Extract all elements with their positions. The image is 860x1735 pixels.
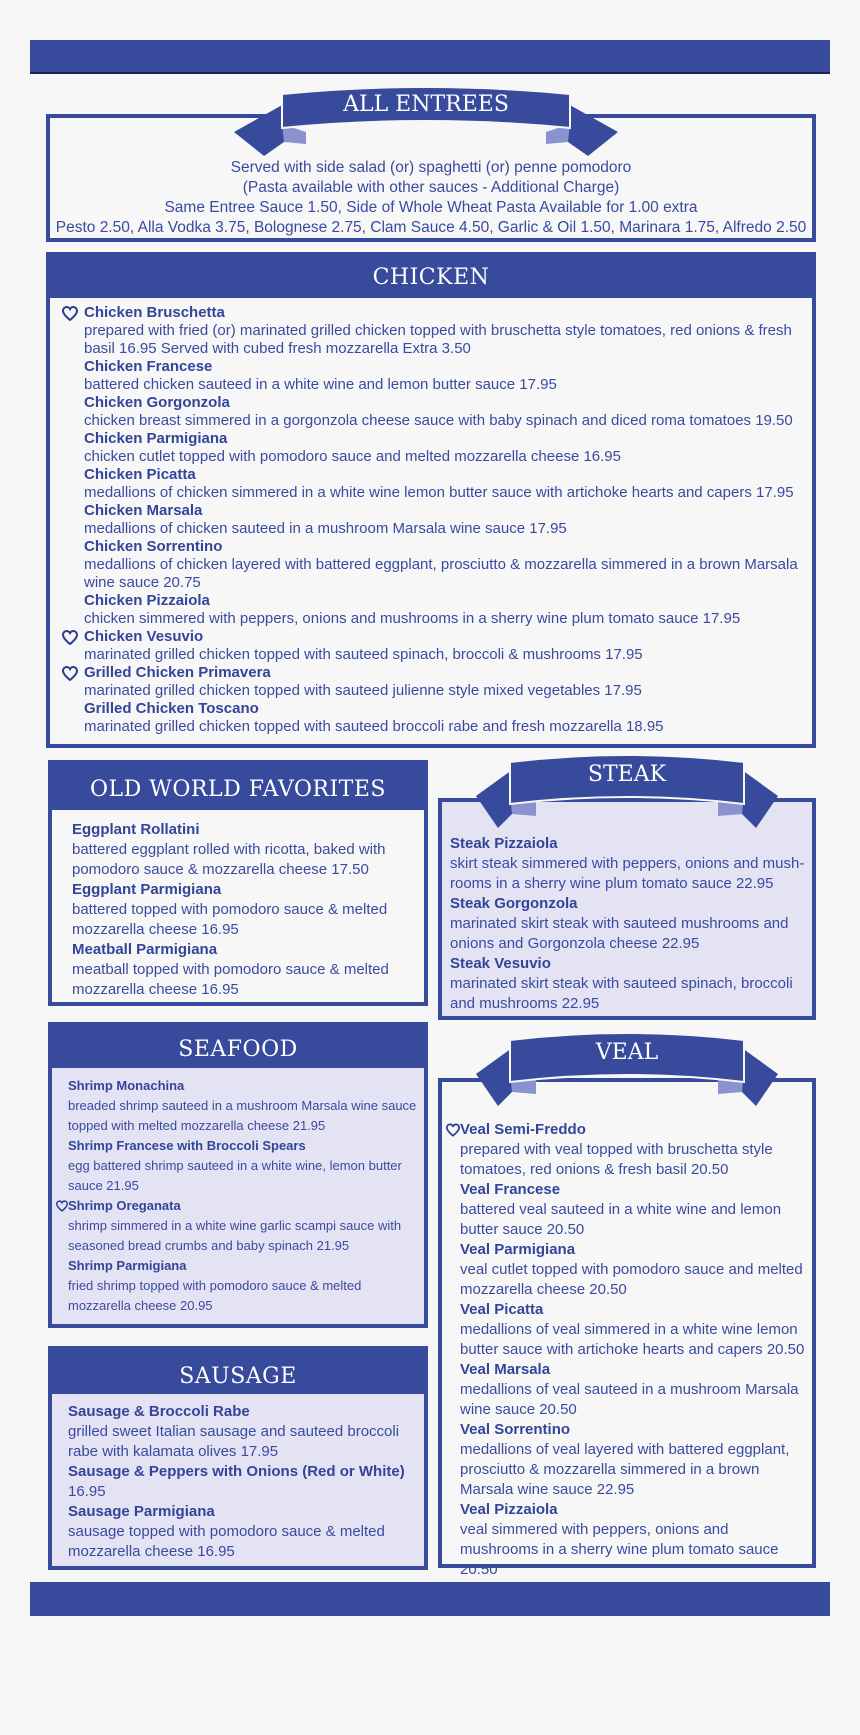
menu-item (460, 1500, 808, 1580)
menu-item-name: Grilled Chicken Toscano (84, 700, 259, 717)
menu-item-description: shrimp simmered in a white wine garlic scampi sauce with seasoned bread crumbs and baby spinach 21.95 (68, 1218, 402, 1253)
menu-item (72, 940, 414, 1000)
top-band (30, 40, 830, 74)
menu-item (84, 664, 812, 700)
menu-item (68, 1402, 418, 1462)
menu-item-name: Veal Sorrentino (460, 1421, 571, 1438)
menu-item-description: chicken breast simmered in a gorgonzola cheese sauce with baby spinach and diced roma tomatoes 19.50 (84, 412, 793, 429)
menu-item (84, 466, 812, 502)
menu-item (84, 592, 812, 628)
menu-item-description: prepared with veal topped with bruschetta style tomatoes, red onions & fresh basil 20.50 (460, 1141, 773, 1178)
menu-item-description: marinated skirt steak with sauteed spinach, broccoli and mushrooms 22.95 (450, 975, 793, 1012)
menu-item-description: medallions of chicken simmered in a white wine lemon butter sauce with artichoke hearts and capers 17.95 (84, 484, 794, 501)
menu-item (84, 304, 812, 358)
menu-item (84, 394, 812, 430)
heart-icon (446, 1123, 460, 1137)
menu-item-name: Chicken Marsala (84, 502, 203, 519)
menu-item-description: skirt steak simmered with peppers, onions and mush-rooms in a sherry wine plum tomato sauce 22.95 (450, 855, 805, 892)
menu-item-name: Veal Picatta (460, 1301, 544, 1318)
old-world-list (52, 810, 424, 1000)
menu-item (68, 1136, 418, 1196)
menu-item-description: marinated grilled chicken topped with sauteed broccoli rabe and fresh mozzarella 18.95 (84, 718, 664, 735)
menu-item (450, 894, 806, 954)
menu-item (460, 1300, 808, 1360)
menu-item-name: Steak Vesuvio (450, 955, 551, 972)
menu-item (68, 1256, 418, 1316)
menu-item (460, 1240, 808, 1300)
menu-item-description: battered eggplant rolled with ricotta, baked with pomodoro sauce & mozzarella cheese 17.50 (72, 841, 386, 878)
menu-item-description: chicken simmered with peppers, onions and mushrooms in a sherry wine plum tomato sauce 17.95 (84, 610, 741, 627)
seafood-panel (48, 1022, 428, 1328)
menu-item-name: Veal Semi-Freddo (460, 1121, 586, 1138)
menu-item (68, 1502, 418, 1562)
seafood-title: SEAFOOD (52, 1026, 424, 1068)
old-world-panel (48, 760, 428, 1006)
menu-item (84, 700, 812, 736)
entrees-intro (50, 158, 812, 238)
menu-item (84, 358, 812, 394)
menu-item-description: medallions of veal simmered in a white wine lemon butter sauce with artichoke hearts and capers 20.50 (460, 1321, 805, 1358)
bottom-band (30, 1582, 830, 1616)
menu-item (68, 1076, 418, 1136)
seafood-list (52, 1068, 424, 1316)
menu-item-name: Veal Francese (460, 1181, 561, 1198)
menu-item (450, 834, 806, 894)
menu-item-description: battered topped with pomodoro sauce & melted mozzarella cheese 16.95 (72, 901, 388, 938)
menu-item-name: Shrimp Oreganata (68, 1198, 181, 1213)
menu-item-name: Chicken Bruschetta (84, 304, 225, 321)
menu-item-name: Chicken Francese (84, 358, 213, 375)
menu-item (68, 1462, 418, 1502)
menu-item-description: battered chicken sauteed in a white wine and lemon butter sauce 17.95 (84, 376, 557, 393)
menu-item-name: Eggplant Parmigiana (72, 881, 222, 898)
entrees-line: Served with side salad (or) spaghetti (or) penne pomodoro (230, 159, 632, 176)
menu-item-name: Meatball Parmigiana (72, 941, 218, 958)
veal-panel (438, 1078, 816, 1578)
menu-item (84, 502, 812, 538)
veal-list (442, 1082, 812, 1580)
menu-item-description: prepared with fried (or) marinated grilled chicken topped with bruschetta style tomatoes, red onions & fresh basil 16.95 Served with cubed fresh mozzarella Extra 3.50 (84, 322, 792, 357)
menu-item-name: Steak Pizzaiola (450, 835, 558, 852)
menu-item (84, 538, 812, 592)
heart-icon (62, 306, 78, 321)
sausage-list (52, 1394, 424, 1562)
menu-item-description: 16.95 (68, 1483, 106, 1500)
menu-item (68, 1196, 418, 1256)
menu-item-description: medallions of chicken sauteed in a mushroom Marsala wine sauce 17.95 (84, 520, 567, 537)
menu-item (460, 1360, 808, 1420)
menu-item (84, 628, 812, 664)
menu-item-name: Veal Marsala (460, 1361, 551, 1378)
chicken-title: CHICKEN (50, 256, 812, 298)
entrees-line: Pesto 2.50, Alla Vodka 3.75, Bolognese 2.75, Clam Sauce 4.50, Garlic & Oil 1.50, Marinara 1.75, Alfredo 2.50 (55, 219, 807, 236)
menu-item-description: sausage topped with pomodoro sauce & melted mozzarella cheese 16.95 (68, 1523, 385, 1560)
menu-item-description: marinated grilled chicken topped with sauteed julienne style mixed vegetables 17.95 (84, 682, 642, 699)
menu-item-name: Chicken Picatta (84, 466, 196, 483)
entrees-title: ALL ENTREES (343, 92, 509, 117)
heart-icon (56, 1200, 68, 1212)
sausage-panel (48, 1346, 428, 1570)
steak-ribbon (476, 752, 778, 834)
menu-item-name: Chicken Vesuvio (84, 628, 204, 645)
menu-item-name: Sausage & Broccoli Rabe (68, 1403, 250, 1420)
menu-item-description: medallions of chicken layered with battered eggplant, prosciutto & mozzarella simmered in a brown Marsala wine sauce 20.75 (84, 556, 798, 591)
menu-item (450, 954, 806, 1014)
menu-item-name: Eggplant Rollatini (72, 821, 200, 838)
veal-ribbon (476, 1030, 778, 1112)
steak-title: STEAK (587, 762, 667, 787)
old-world-title: OLD WORLD FAVORITES (52, 764, 424, 810)
chicken-list (50, 298, 812, 736)
menu-item-description: veal cutlet topped with pomodoro sauce and melted mozzarella cheese 20.50 (460, 1261, 803, 1298)
menu-item-name: Chicken Pizzaiola (84, 592, 210, 609)
entrees-line: (Pasta available with other sauces - Additional Charge) (242, 179, 620, 196)
menu-item-name: Shrimp Parmigiana (68, 1258, 187, 1273)
menu-item (84, 430, 812, 466)
menu-item-name: Sausage Parmigiana (68, 1503, 215, 1520)
menu-item-name: Chicken Sorrentino (84, 538, 223, 555)
menu-item-description: fried shrimp topped with pomodoro sauce & melted mozzarella cheese 20.95 (68, 1278, 362, 1313)
menu-item-name: Grilled Chicken Primavera (84, 664, 271, 681)
menu-item-name: Shrimp Monachina (68, 1078, 185, 1093)
menu-item-name: Sausage & Peppers with Onions (Red or White) (68, 1463, 405, 1480)
menu-item-description: meatball topped with pomodoro sauce & melted mozzarella cheese 16.95 (72, 961, 389, 998)
menu-item-description: grilled sweet Italian sausage and sauteed broccoli rabe with kalamata olives 17.95 (68, 1423, 400, 1460)
entrees-ribbon (234, 84, 618, 160)
menu-item-description: veal simmered with peppers, onions and mushrooms in a sherry wine plum tomato sauce 20.50 (460, 1521, 779, 1578)
menu-item-description: battered veal sauteed in a white wine and lemon butter sauce 20.50 (460, 1201, 782, 1238)
menu-item-description: marinated skirt steak with sauteed mushrooms and onions and Gorgonzola cheese 22.95 (450, 915, 789, 952)
menu-item-name: Steak Gorgonzola (450, 895, 578, 912)
heart-icon (62, 630, 78, 645)
menu-item-name: Veal Pizzaiola (460, 1501, 558, 1518)
menu-item-description: breaded shrimp sauteed in a mushroom Marsala wine sauce topped with melted mozzarella cheese 21.95 (68, 1098, 417, 1133)
menu-item-name: Chicken Gorgonzola (84, 394, 230, 411)
heart-icon (62, 666, 78, 681)
sausage-title: SAUSAGE (52, 1350, 424, 1394)
menu-item-description: medallions of veal layered with battered eggplant, prosciutto & mozzarella simmered in a brown Marsala wine sauce 22.95 (460, 1441, 790, 1498)
menu-item-name: Veal Parmigiana (460, 1241, 576, 1258)
menu-item (460, 1420, 808, 1500)
menu-item-description: medallions of veal sauteed in a mushroom Marsala wine sauce 20.50 (460, 1381, 799, 1418)
menu-item-description: marinated grilled chicken topped with sauteed spinach, broccoli & mushrooms 17.95 (84, 646, 643, 663)
chicken-panel (46, 252, 816, 748)
menu-item (72, 880, 414, 940)
veal-title: VEAL (595, 1040, 659, 1065)
entrees-line: Same Entree Sauce 1.50, Side of Whole Wheat Pasta Available for 1.00 extra (164, 199, 698, 216)
menu-item-description: egg battered shrimp sauteed in a white wine, lemon butter sauce 21.95 (68, 1158, 402, 1193)
menu-item (460, 1120, 808, 1180)
menu-item-name: Shrimp Francese with Broccoli Spears (68, 1138, 306, 1153)
menu-item (72, 820, 414, 880)
menu-item (460, 1180, 808, 1240)
menu-item-description: chicken cutlet topped with pomodoro sauce and melted mozzarella cheese 16.95 (84, 448, 621, 465)
menu-item-name: Chicken Parmigiana (84, 430, 228, 447)
